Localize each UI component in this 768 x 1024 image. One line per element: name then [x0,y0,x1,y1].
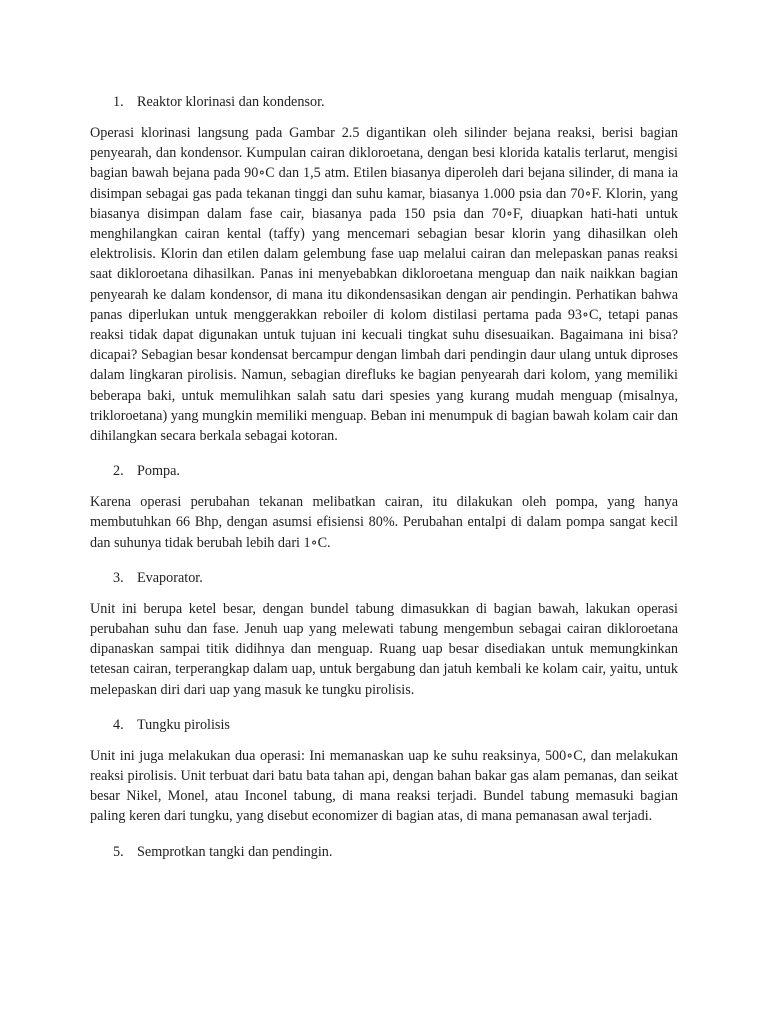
section-number: 5. [113,843,124,860]
section-heading-3 [113,569,678,587]
section-number: 4. [113,716,124,733]
section-title: Reaktor klorinasi dan kondensor. [137,94,325,110]
section-paragraph-1: Operasi klorinasi langsung pada Gambar 2.5 digantikan oleh silinder bejana reaksi, berisi bagian penyearah, dan kondensor. Kumpulan cairan dikloroetana, dengan besi klorida katalis terlarut, mengisi bagian bawah bejana pada 90∘C dan 1,5 atm. Etilen biasanya diperoleh dari bejana silinder, di mana ia disimpan sebagai gas pada tekanan tinggi dan suhu kamar, biasanya 1.000 psia dan 70∘F. Klorin, yang biasanya disimpan dalam fase cair, biasanya pada 150 psia dan 70∘F, diuapkan hati-hati untuk menghilangkan cairan kental (taffy) yang mencemari sebagian besar klorin yang dihasilkan oleh elektrolisis. Klorin dan etilen dalam gelembung fase uap melalui cairan dan melepaskan panas reaksi saat dikloroetana dihasilkan. Panas ini menyebabkan dikloroetana menguap dan naik naikkan bagian penyearah ke dalam kondensor, di mana itu dikondensasikan dengan air pendingin. Perhatikan bahwa panas diperlukan untuk menggerakkan reboiler di kolom distilasi pertama pada 93∘C, tetapi panas reaksi tidak dapat digunakan untuk tujuan ini kecuali tingkat suhu disesuaikan. Bagaimana ini bisa? dicapai? Sebagian besar kondensat bercampur dengan limbah dari pendingin daur ulang untuk diproses dalam lingkaran pirolisis. Namun, sebagian direfluks ke bagian penyearah dari kolom, yang memiliki beberapa baki, untuk memulihkan salah satu dari spesies yang kurang mudah menguap (misalnya, trikloroetana) yang mungkin memiliki menguap. Beban ini menumpuk di bagian bawah kolam cair dan dihilangkan secara berkala sebagai kotoran. [90,125,678,445]
section-heading-2 [113,462,678,480]
section-title: Pompa. [137,463,180,480]
section-heading-1 [113,93,678,111]
section-title: Tungku pirolisis [137,716,230,733]
section-title: Semprotkan tangki dan pendingin. [137,843,333,860]
section-number: 3. [113,569,124,586]
section-paragraph-3: Unit ini berupa ketel besar, dengan bundel tabung dimasukkan di bagian bawah, lakukan operasi perubahan suhu dan fase. Jenuh uap yang melewati tabung mengembun sebagai cairan dikloroetana dipanaskan sampai titik didihnya dan menguap. Ruang uap besar disediakan untuk memungkinkan tetesan cairan, terperangkap dalam uap, untuk bergabung dan jatuh kembali ke kolam cair, yaitu, untuk melepaskan diri dari uap yang masuk ke tungku pirolisis. [90,600,678,698]
section-title: Evaporator. [137,569,203,586]
section-heading-5 [113,843,678,861]
section-paragraph-4: Unit ini juga melakukan dua operasi: Ini memanaskan uap ke suhu reaksinya, 500∘C, dan melakukan reaksi pirolisis. Unit terbuat dari batu bata tahan api, dengan bahan bakar gas alam pemanas, dan seikat besar Nikel, Monel, atau Inconel tabung, di mana reaksi terjadi. Bundel tabung memasuki bagian paling keren dari tungku, yang disebut economizer di bagian atas, di mana pemanasan awal terjadi. [90,747,678,825]
section-paragraph-2: Karena operasi perubahan tekanan melibatkan cairan, itu dilakukan oleh pompa, yang hanya membutuhkan 66 Bhp, dengan asumsi efisiensi 80%. Perubahan entalpi di dalam pompa sangat kecil dan suhunya tidak berubah lebih dari 1∘C. [90,494,678,551]
section-number: 1. [113,94,124,110]
section-number: 2. [113,463,124,480]
section-heading-4 [113,716,678,734]
